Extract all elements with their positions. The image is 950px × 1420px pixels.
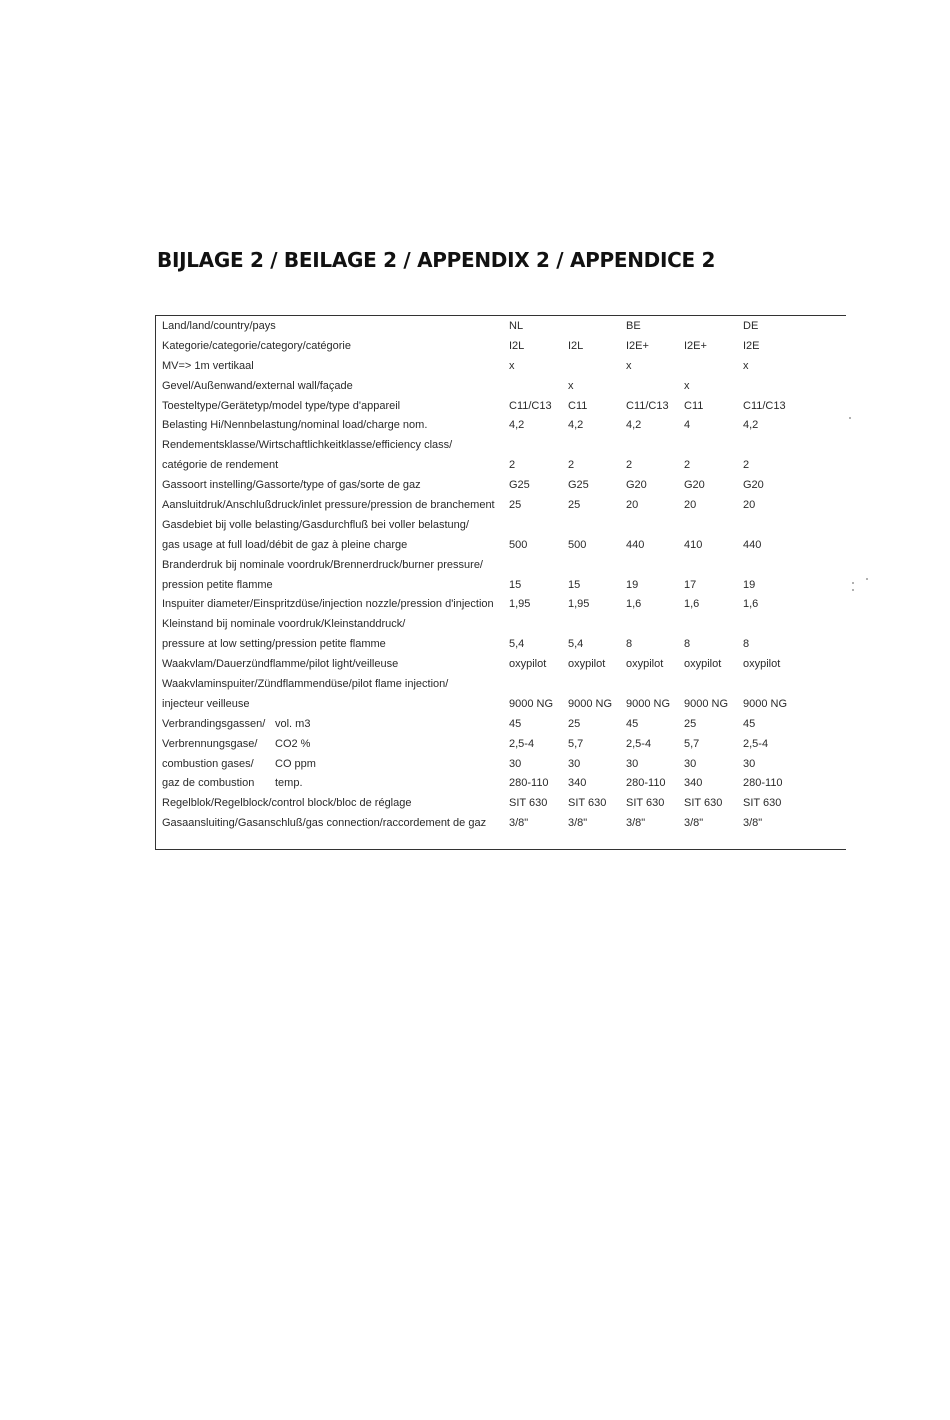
value-cell: SIT 630	[743, 797, 782, 810]
value-cell: x	[626, 359, 632, 372]
value-cell	[568, 614, 626, 634]
value-cell: 30	[743, 757, 756, 770]
value-cell: 4,2	[743, 419, 759, 432]
value-cell: NL	[509, 319, 524, 332]
value-cell: 25	[509, 498, 522, 511]
value-cell: oxypilot	[743, 658, 781, 671]
value-cell: 1,95	[509, 598, 531, 611]
value-cell: I2L	[568, 339, 584, 352]
value-cell: 2,5-4	[743, 737, 769, 750]
row-label-cell	[162, 435, 509, 455]
value-cell: 20	[743, 498, 756, 511]
value-cell	[509, 614, 568, 634]
value-cell: 5,4	[509, 638, 525, 651]
value-cell	[509, 435, 568, 455]
value-cell: x	[568, 379, 574, 392]
row-label-cell	[162, 773, 509, 793]
row-label: Kategorie/categorie/category/catégorie	[162, 339, 351, 352]
value-cell: 410	[684, 538, 703, 551]
table-row	[162, 734, 802, 754]
specification-table-body	[162, 316, 802, 833]
value-cell: 2	[684, 459, 691, 472]
value-cell: SIT 630	[568, 797, 607, 810]
value-cell: C11	[568, 399, 588, 412]
table-row	[162, 356, 802, 376]
scan-speck	[852, 589, 854, 591]
row-sublabel: vol. m3	[275, 717, 311, 730]
row-label-cell	[162, 754, 509, 774]
row-label-cell	[162, 674, 509, 694]
value-cell	[684, 555, 743, 575]
value-cell: 280-110	[743, 777, 783, 790]
value-cell: 15	[509, 578, 522, 591]
value-cell: 1,6	[626, 598, 642, 611]
row-label: Branderdruk bij nominale voordruk/Brennerdruck/burner pressure/	[162, 558, 483, 571]
scan-speck	[866, 578, 868, 580]
table-row	[162, 575, 802, 595]
value-cell: 3/8"	[684, 817, 704, 830]
value-cell: 30	[568, 757, 581, 770]
table-row	[162, 793, 802, 813]
value-cell: SIT 630	[684, 797, 723, 810]
value-cell	[568, 555, 626, 575]
value-cell: 17	[684, 578, 697, 591]
value-cell: oxypilot	[568, 658, 606, 671]
value-cell: x	[743, 359, 749, 372]
row-label-cell	[162, 813, 509, 833]
value-cell: 440	[626, 538, 645, 551]
value-cell: SIT 630	[509, 797, 548, 810]
value-cell: 2	[509, 459, 516, 472]
value-cell: oxypilot	[684, 658, 722, 671]
value-cell: 4,2	[509, 419, 525, 432]
row-sublabel: CO ppm	[275, 757, 316, 770]
table-row	[162, 475, 802, 495]
row-label: MV=> 1m vertikaal	[162, 359, 254, 372]
value-cell	[568, 515, 626, 535]
row-label: Gassoort instelling/Gassorte/type of gas/sorte de gaz	[162, 479, 421, 492]
row-label-cell	[162, 336, 509, 356]
table-row	[162, 654, 802, 674]
row-label: Gasdebiet bij volle belasting/Gasdurchfluß bei voller belastung/	[162, 518, 469, 531]
specification-table	[162, 316, 802, 833]
row-label: gaz de combustion	[162, 777, 255, 790]
row-label: gas usage at full load/débit de gaz à pleine charge	[162, 538, 408, 551]
table-row	[162, 396, 802, 416]
value-cell: 8	[743, 638, 750, 651]
value-cell	[684, 515, 743, 535]
value-cell	[684, 435, 743, 455]
value-cell: 340	[684, 777, 703, 790]
row-label-cell	[162, 396, 509, 416]
value-cell: G25	[509, 479, 530, 492]
value-cell: 1,6	[743, 598, 759, 611]
value-cell: 25	[568, 498, 581, 511]
row-label-cell	[162, 495, 509, 515]
row-label-cell	[162, 455, 509, 475]
row-label: catégorie de rendement	[162, 459, 279, 472]
value-cell: C11/C13	[743, 399, 786, 412]
value-cell: 440	[743, 538, 762, 551]
value-cell: 15	[568, 578, 581, 591]
table-row	[162, 754, 802, 774]
row-sublabel: CO2 %	[275, 737, 311, 750]
row-label: Verbrandingsgassen/	[162, 717, 266, 730]
row-label: Verbrennungsgase/	[162, 737, 258, 750]
value-cell: 500	[568, 538, 587, 551]
value-cell: 280-110	[509, 777, 549, 790]
value-cell: 30	[626, 757, 639, 770]
row-label-cell	[162, 734, 509, 754]
value-cell: 1,6	[684, 598, 700, 611]
row-label-cell	[162, 614, 509, 634]
value-cell: SIT 630	[626, 797, 665, 810]
value-cell: x	[684, 379, 690, 392]
value-cell: x	[509, 359, 515, 372]
value-cell: 8	[684, 638, 691, 651]
table-row	[162, 555, 802, 575]
value-cell: BE	[626, 319, 641, 332]
value-cell: 9000 NG	[626, 697, 671, 710]
value-cell: 2	[626, 459, 633, 472]
value-cell: 340	[568, 777, 587, 790]
value-cell: 2,5-4	[509, 737, 535, 750]
value-cell: I2L	[509, 339, 525, 352]
value-cell: 3/8"	[626, 817, 646, 830]
value-cell	[568, 316, 626, 336]
value-cell: G20	[743, 479, 764, 492]
value-cell	[509, 674, 568, 694]
row-label: pressure at low setting/pression petite flamme	[162, 638, 386, 651]
value-cell: 9000 NG	[743, 697, 788, 710]
scan-speck	[849, 417, 851, 419]
value-cell: 3/8"	[743, 817, 763, 830]
value-cell: 25	[568, 717, 581, 730]
value-cell: 9000 NG	[684, 697, 729, 710]
table-row	[162, 535, 802, 555]
value-cell: 20	[626, 498, 639, 511]
value-cell	[626, 555, 684, 575]
row-label-cell	[162, 376, 509, 396]
value-cell: 4,2	[568, 419, 584, 432]
value-cell: 8	[626, 638, 633, 651]
value-cell	[684, 356, 743, 376]
row-label-cell	[162, 535, 509, 555]
row-label-cell	[162, 356, 509, 376]
table-row	[162, 316, 802, 336]
value-cell	[626, 435, 684, 455]
row-label: Aansluitdruk/Anschlußdruck/inlet pressure/pression de branchement	[162, 498, 495, 511]
table-row	[162, 495, 802, 515]
row-label-cell	[162, 714, 509, 734]
value-cell: 2,5-4	[626, 737, 652, 750]
value-cell: 45	[626, 717, 639, 730]
value-cell: 30	[684, 757, 697, 770]
page-title: BIJLAGE 2 / BEILAGE 2 / APPENDIX 2 / APPENDICE 2	[157, 248, 716, 272]
table-row	[162, 594, 802, 614]
value-cell	[509, 555, 568, 575]
row-label: combustion gases/	[162, 757, 254, 770]
value-cell: oxypilot	[626, 658, 664, 671]
value-cell	[743, 674, 802, 694]
value-cell: G25	[568, 479, 589, 492]
row-label: Gasaansluiting/Gasanschluß/gas connection/raccordement de gaz	[162, 817, 487, 830]
value-cell: 30	[509, 757, 522, 770]
row-label: Kleinstand bij nominale voordruk/Kleinstanddruck/	[162, 618, 406, 631]
row-label: Waakvlam/Dauerzündflamme/pilot light/veilleuse	[162, 658, 399, 671]
value-cell	[568, 435, 626, 455]
table-row	[162, 435, 802, 455]
value-cell: 5,7	[568, 737, 584, 750]
value-cell: 500	[509, 538, 528, 551]
table-row	[162, 813, 802, 833]
value-cell: 5,4	[568, 638, 584, 651]
row-label-cell	[162, 515, 509, 535]
value-cell: 19	[626, 578, 639, 591]
value-cell: 3/8"	[568, 817, 588, 830]
value-cell	[743, 515, 802, 535]
table-row	[162, 614, 802, 634]
table-row	[162, 694, 802, 714]
table-row	[162, 376, 802, 396]
table-row	[162, 674, 802, 694]
table-row	[162, 773, 802, 793]
value-cell: I2E+	[684, 339, 707, 352]
value-cell: oxypilot	[509, 658, 547, 671]
value-cell: 20	[684, 498, 697, 511]
value-cell	[626, 376, 684, 396]
value-cell: 2	[743, 459, 750, 472]
value-cell: 4	[684, 419, 691, 432]
row-label-cell	[162, 316, 509, 336]
value-cell: G20	[684, 479, 705, 492]
value-cell: 9000 NG	[509, 697, 554, 710]
value-cell	[684, 674, 743, 694]
value-cell: 280-110	[626, 777, 666, 790]
row-label: pression petite flamme	[162, 578, 273, 591]
value-cell	[684, 614, 743, 634]
row-label: Toesteltype/Gerätetyp/model type/type d'appareil	[162, 399, 401, 412]
value-cell	[626, 674, 684, 694]
value-cell	[509, 515, 568, 535]
appendix-table-frame	[155, 315, 846, 850]
row-label: Inspuiter diameter/Einspritzdüse/injection nozzle/pression d'injection	[162, 598, 494, 611]
value-cell: DE	[743, 319, 759, 332]
row-label: Waakvlaminspuiter/Zündflammendüse/pilot flame injection/	[162, 677, 449, 690]
row-label-cell	[162, 654, 509, 674]
value-cell: 1,95	[568, 598, 590, 611]
value-cell: 3/8"	[509, 817, 529, 830]
value-cell: C11/C13	[626, 399, 669, 412]
row-label-cell	[162, 415, 509, 435]
value-cell: 2	[568, 459, 575, 472]
value-cell	[743, 555, 802, 575]
value-cell: C11	[684, 399, 704, 412]
value-cell	[568, 356, 626, 376]
row-label: Regelblok/Regelblock/control block/bloc de réglage	[162, 797, 412, 810]
table-row	[162, 714, 802, 734]
value-cell: I2E	[743, 339, 760, 352]
value-cell: G20	[626, 479, 647, 492]
value-cell: 19	[743, 578, 756, 591]
row-label: injecteur veilleuse	[162, 697, 250, 710]
value-cell	[626, 515, 684, 535]
value-cell	[509, 376, 568, 396]
table-row	[162, 515, 802, 535]
value-cell: 5,7	[684, 737, 700, 750]
value-cell	[743, 376, 802, 396]
row-label: Belasting Hi/Nennbelastung/nominal load/charge nom.	[162, 419, 428, 432]
value-cell	[684, 316, 743, 336]
table-row	[162, 634, 802, 654]
value-cell: 25	[684, 717, 697, 730]
row-label: Rendementsklasse/Wirtschaftlichkeitklasse/efficiency class/	[162, 439, 453, 452]
value-cell	[626, 614, 684, 634]
value-cell: 45	[509, 717, 522, 730]
row-label-cell	[162, 594, 509, 614]
table-row	[162, 336, 802, 356]
row-label: Land/land/country/pays	[162, 319, 276, 332]
value-cell: C11/C13	[509, 399, 552, 412]
value-cell: 4,2	[626, 419, 642, 432]
value-cell	[743, 614, 802, 634]
value-cell: 45	[743, 717, 756, 730]
table-row	[162, 415, 802, 435]
row-label: Gevel/Außenwand/external wall/façade	[162, 379, 353, 392]
scan-speck	[852, 582, 854, 584]
value-cell: 9000 NG	[568, 697, 613, 710]
value-cell: I2E+	[626, 339, 649, 352]
row-label-cell	[162, 694, 509, 714]
row-label-cell	[162, 555, 509, 575]
value-cell	[568, 674, 626, 694]
row-label-cell	[162, 475, 509, 495]
row-sublabel: temp.	[275, 777, 303, 790]
row-label-cell	[162, 793, 509, 813]
row-label-cell	[162, 634, 509, 654]
table-row	[162, 455, 802, 475]
row-label-cell	[162, 575, 509, 595]
value-cell	[743, 435, 802, 455]
